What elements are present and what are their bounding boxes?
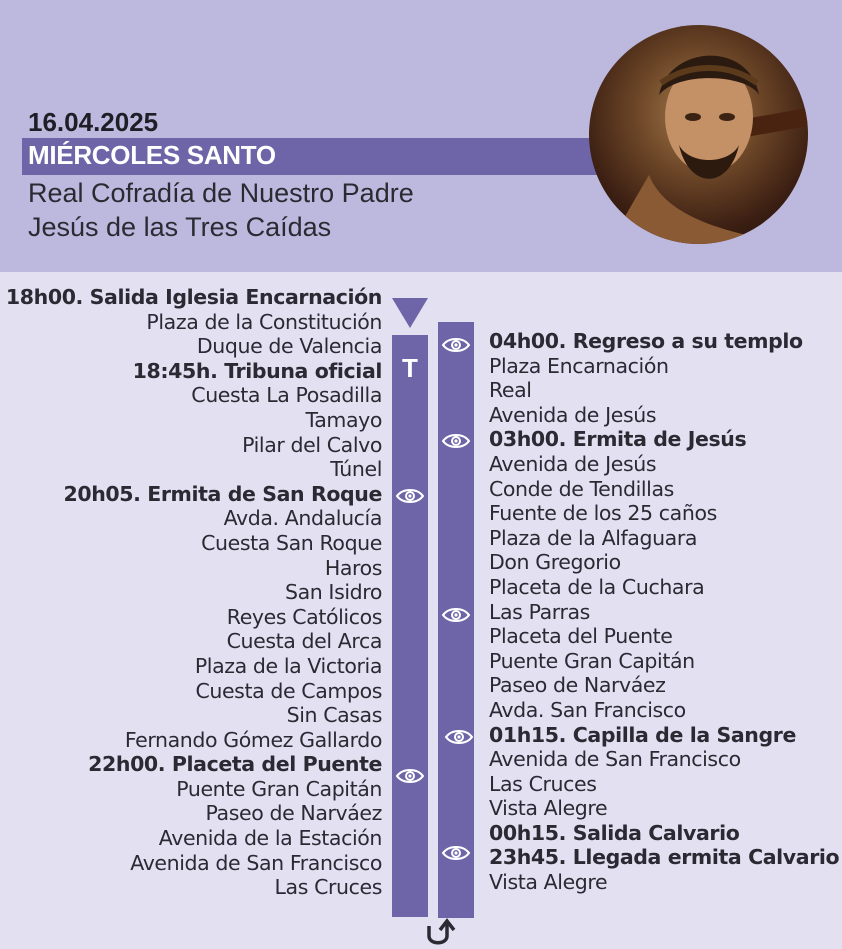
outbound-stop: San Isidro [284,580,382,605]
outbound-stop: Avenida de San Francisco [130,850,382,875]
return-route-list [489,329,839,895]
image-portrait [589,25,808,244]
outbound-stop: Cuesta La Posadilla [191,383,382,408]
return-stop: Avenida de Jesús [489,451,657,476]
outbound-stop: Puente Gran Capitán [176,776,382,801]
return-stop: 03h00. Ermita de Jesús [489,427,747,452]
u-turn-arrow-icon [420,918,456,949]
eye-icon [441,845,471,861]
return-stop: Plaza Encarnación [489,353,669,378]
return-stop: Placeta de la Cuchara [489,574,705,599]
outbound-stop: Paseo de Narváez [205,801,382,826]
return-stop: Don Gregorio [489,550,621,575]
eye-icon [441,337,471,353]
eye-icon [395,768,425,784]
outbound-stop: 22h00. Placeta del Puente [88,752,382,777]
return-stop: Las Cruces [489,771,597,796]
outbound-stop: Fernando Gómez Gallardo [124,727,382,752]
return-stop: Paseo de Narváez [489,673,666,698]
outbound-stop: Avda. Andalucía [223,506,382,531]
return-stop: Vista Alegre [489,796,608,821]
outbound-stop: Cuesta de Campos [195,678,382,703]
return-stop: 23h45. Llegada ermita Calvario [489,845,840,870]
return-stop: Placeta del Puente [489,624,673,649]
outbound-stop: Duque de Valencia [196,334,382,359]
return-stop: Plaza de la Alfaguara [489,525,698,550]
return-stop: Conde de Tendillas [489,476,674,501]
eye-icon [395,488,425,504]
outbound-stop: 20h05. Ermita de San Roque [63,481,382,506]
return-stop: Puente Gran Capitán [489,648,695,673]
brotherhood-name-line-1: Real Cofradía de Nuestro Padre [28,178,414,208]
outbound-route-list [6,285,382,900]
return-stop: Fuente de los 25 caños [489,501,717,526]
return-stop: Avenida de Jesús [489,402,657,427]
procession-date: 16.04.2025 [28,107,159,137]
return-stop: Vista Alegre [489,870,608,895]
outbound-stop: Plaza de la Constitución [146,309,382,334]
eye-icon [441,607,471,623]
outbound-stop: 18:45h. Tribuna oficial [132,358,382,383]
return-stop: Real [489,378,532,403]
return-stop: 04h00. Regreso a su templo [489,329,803,353]
outbound-stop: Tamayo [305,407,382,432]
outbound-stop: Pilar del Calvo [242,432,382,457]
return-stop: Avda. San Francisco [489,697,686,722]
eye-icon [444,729,474,745]
outbound-stop: Las Cruces [274,875,382,900]
tribuna-marker: T [402,353,418,383]
outbound-route-bar [392,335,428,917]
outbound-stop: Reyes Católicos [226,604,382,629]
outbound-stop: Cuesta del Arca [226,629,382,654]
outbound-stop: Avenida de la Estación [158,826,382,851]
return-stop: 00h15. Salida Calvario [489,820,740,845]
outbound-stop: 18h00. Salida Iglesia Encarnación [5,285,382,309]
outbound-stop: Cuesta San Roque [201,530,382,555]
return-stop: Avenida de San Francisco [489,747,741,772]
eye-icon [441,433,471,449]
brotherhood-name-line-2: Jesús de las Tres Caídas [28,212,332,242]
return-stop: Las Parras [489,599,590,624]
outbound-stop: Plaza de la Victoria [194,653,382,678]
return-stop: 01h15. Capilla de la Sangre [489,722,796,747]
brotherhood-name [28,176,414,244]
triangle-down-icon [392,298,428,328]
outbound-stop: Sin Casas [286,703,382,728]
day-title: MIÉRCOLES SANTO [28,140,276,170]
outbound-stop: Túnel [330,457,382,482]
outbound-stop: Haros [324,555,382,580]
